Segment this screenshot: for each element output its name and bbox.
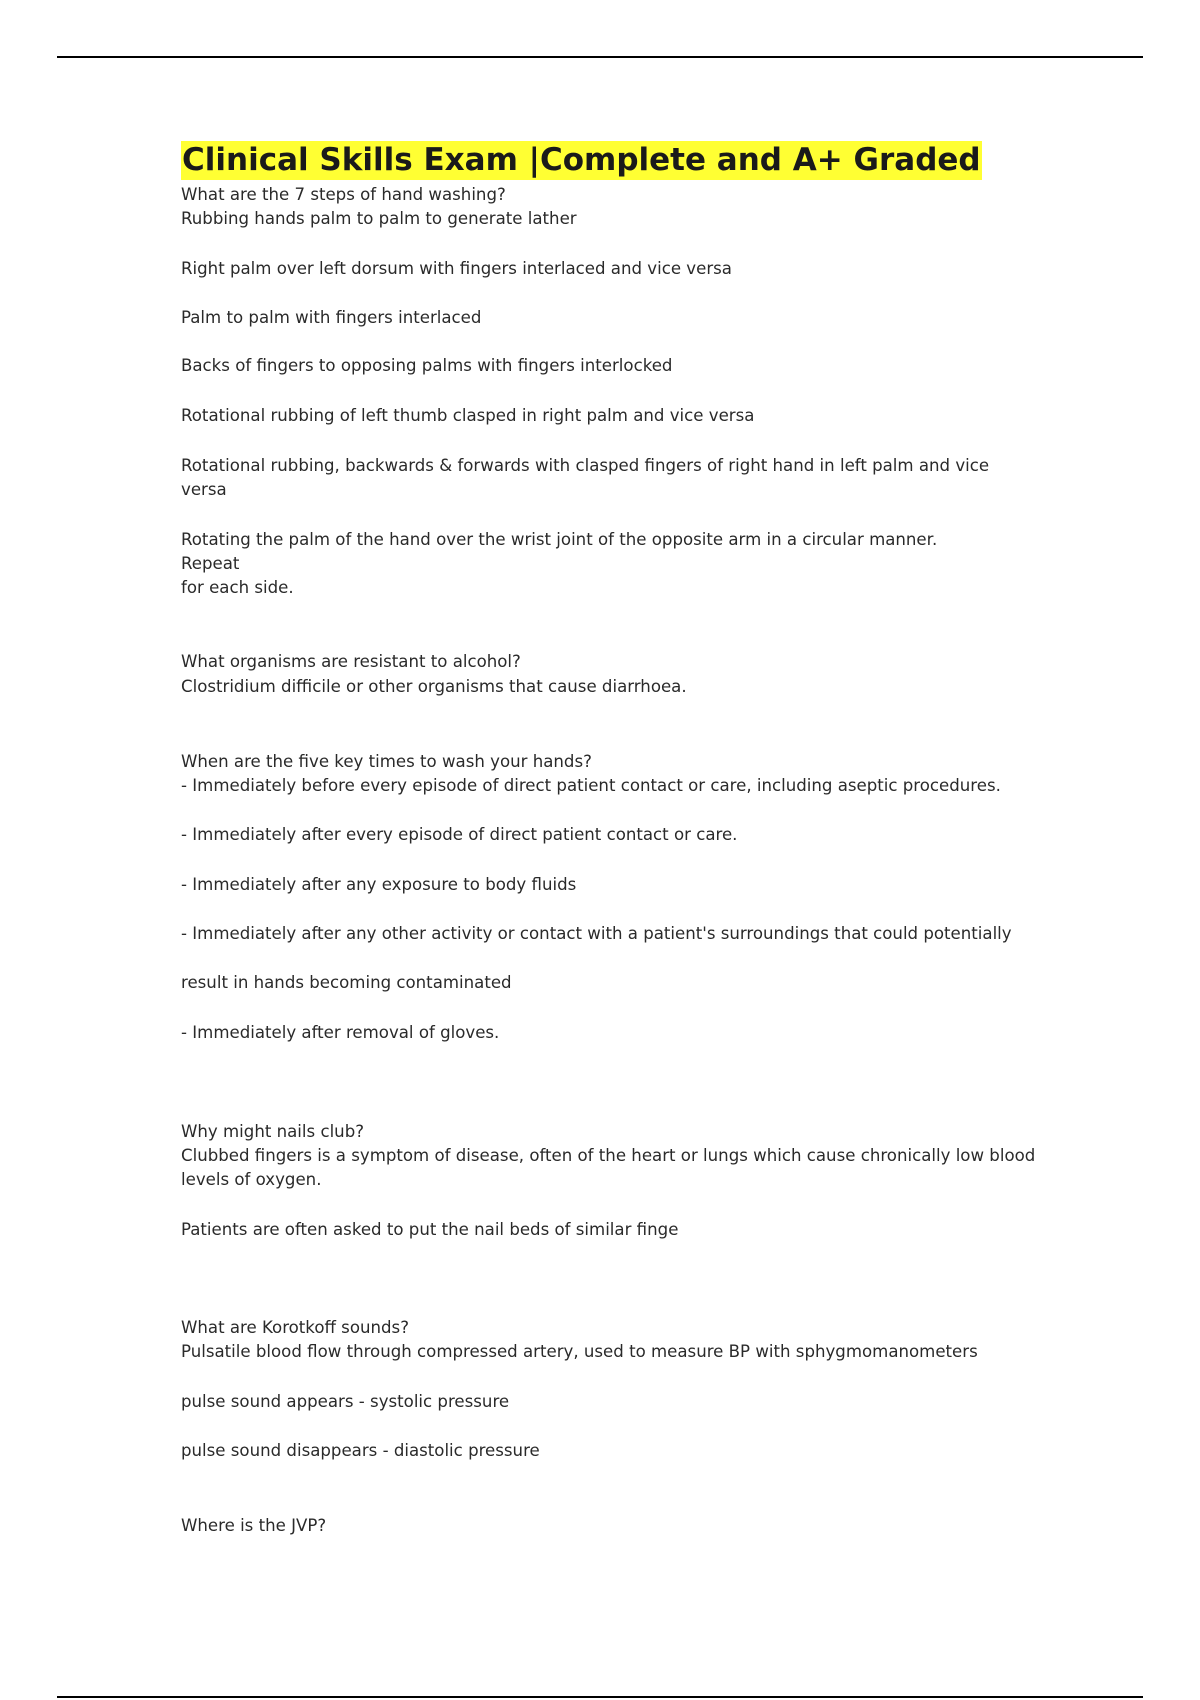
- answer-line: - Immediately after removal of gloves.: [181, 1023, 500, 1042]
- answer-line: Clubbed fingers is a symptom of disease, often of the heart or lungs which cause chronically low blood: [181, 1146, 1036, 1165]
- question-nails-club: Why might nails club?: [181, 1122, 365, 1141]
- answer-line: Backs of fingers to opposing palms with fingers interlocked: [181, 356, 673, 375]
- answer-line: - Immediately after any exposure to body fluids: [181, 875, 577, 894]
- answer-line: result in hands becoming contaminated: [181, 973, 512, 992]
- answer-line: pulse sound appears - systolic pressure: [181, 1392, 510, 1411]
- answer-line: Rotational rubbing, backwards & forwards with clasped fingers of right hand in left palm and vice: [181, 456, 990, 475]
- question-alcohol-resistant: What organisms are resistant to alcohol?: [181, 652, 521, 671]
- answer-line: versa: [181, 480, 227, 499]
- answer-line: - Immediately after any other activity or contact with a patient's surroundings that could potentially: [181, 924, 1012, 943]
- bottom-rule: [57, 1696, 1143, 1698]
- answer-line: Right palm over left dorsum with fingers interlaced and vice versa: [181, 259, 732, 278]
- question-korotkoff: What are Korotkoff sounds?: [181, 1318, 410, 1337]
- document-title: Clinical Skills Exam |Complete and A+ Graded: [182, 142, 981, 178]
- answer-line: - Immediately before every episode of direct patient contact or care, including aseptic procedures.: [181, 776, 1001, 795]
- answer-line: for each side.: [181, 578, 294, 597]
- answer-line: levels of oxygen.: [181, 1170, 322, 1189]
- answer-line: pulse sound disappears - diastolic pressure: [181, 1441, 540, 1460]
- question-five-key-times: When are the five key times to wash your hands?: [181, 752, 592, 771]
- question-jvp: Where is the JVP?: [181, 1516, 327, 1535]
- answer-line: Pulsatile blood flow through compressed artery, used to measure BP with sphygmomanometers: [181, 1342, 978, 1361]
- answer-line: Clostridium difficile or other organisms that cause diarrhoea.: [181, 677, 687, 696]
- document-page: [181, 141, 1041, 180]
- question-hand-washing: What are the 7 steps of hand washing?: [181, 185, 506, 204]
- answer-line: Rotating the palm of the hand over the wrist joint of the opposite arm in a circular manner.: [181, 530, 938, 549]
- answer-line: Rubbing hands palm to palm to generate lather: [181, 209, 577, 228]
- answer-line: - Immediately after every episode of direct patient contact or care.: [181, 825, 738, 844]
- answer-line: Patients are often asked to put the nail beds of similar finge: [181, 1220, 679, 1239]
- answer-line: Rotational rubbing of left thumb clasped in right palm and vice versa: [181, 406, 755, 425]
- answer-line: Palm to palm with fingers interlaced: [181, 308, 482, 327]
- top-rule: [57, 56, 1143, 58]
- answer-line: Repeat: [181, 554, 240, 573]
